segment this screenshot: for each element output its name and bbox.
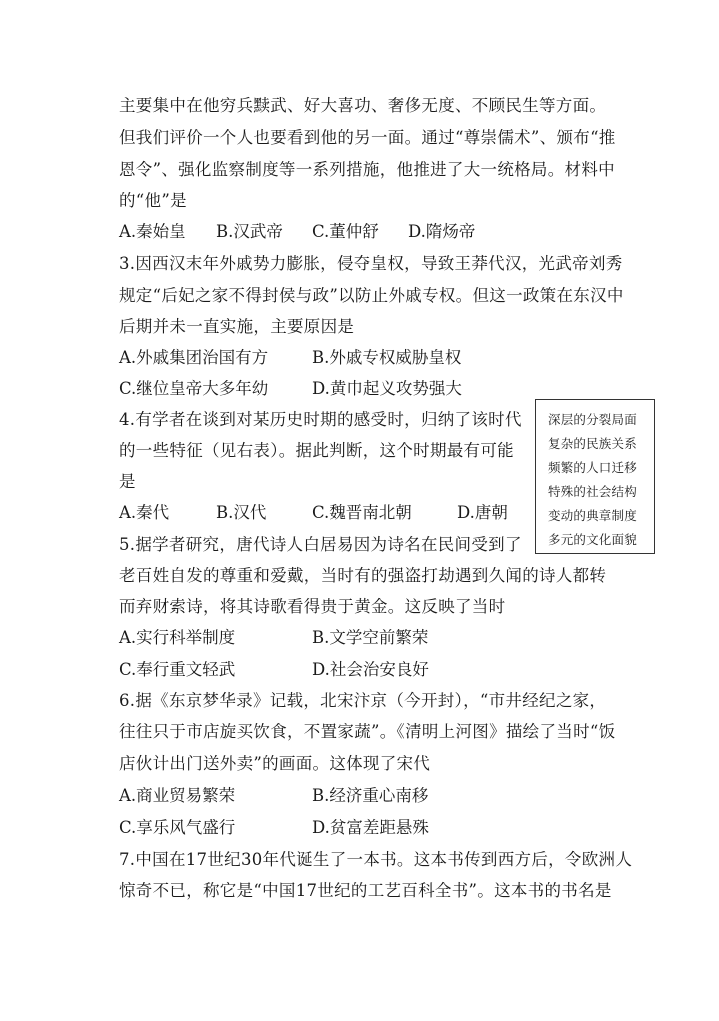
- q2-option-d: D.隋炀帝: [408, 222, 476, 241]
- q5-stem-line-2: 老百姓自发的尊重和爱戴，当时有的强盗打劫遇到久闻的诗人都转: [119, 566, 607, 585]
- q2-stem-line-1: 主要集中在他穷兵黩武、好大喜功、奢侈无度、不顾民生等方面。: [119, 96, 607, 115]
- q3-stem-line-2: 规定“后妃之家不得封侯与政”以防止外戚专权。但这一政策在东汉中: [119, 286, 624, 305]
- q6-stem-line-3: 店伙计出门送外卖”的画面。这体现了宋代: [119, 754, 431, 773]
- q2-stem-line-4: 的“他”是: [119, 191, 187, 210]
- q7-stem-line-1: 7.中国在17世纪30年代诞生了一本书。这本书传到西方后，令欧洲人: [119, 850, 633, 869]
- q2-option-c: C.董仲舒: [312, 222, 379, 241]
- q3-option-b: B.外戚专权威胁皇权: [312, 348, 462, 367]
- q4-stem-line-1: 4.有学者在谈到对某历史时期的感受时，归纳了该时代: [119, 410, 522, 429]
- q3-option-a: A.外戚集团治国有方: [119, 348, 269, 367]
- q4-option-b: B.汉代: [216, 503, 267, 522]
- q4-table-row: 复杂的民族关系: [548, 436, 637, 451]
- q2-option-a: A.秦始皇: [119, 222, 186, 241]
- q3-stem-line-3: 后期并未一直实施，主要原因是: [119, 317, 355, 336]
- q5-stem-line-3: 而弃财索诗，将其诗歌看得贵于黄金。这反映了当时: [119, 597, 506, 616]
- q4-option-a: A.秦代: [119, 503, 170, 522]
- q6-option-b: B.经济重心南移: [312, 786, 429, 805]
- q4-stem-line-3: 是: [119, 472, 136, 491]
- q4-table-row: 特殊的社会结构: [548, 484, 637, 499]
- q4-option-c: C.魏晋南北朝: [312, 503, 412, 522]
- q4-stem-line-2: 的一些特征（见右表）。据此判断，这个时期最有可能: [119, 441, 514, 460]
- q4-table-row: 变动的典章制度: [548, 508, 637, 523]
- q2-stem-line-3: 恩令”、强化监察制度等一系列措施，他推进了大一统格局。材料中: [119, 160, 615, 179]
- q5-option-c: C.奉行重文轻武: [119, 660, 236, 679]
- q5-option-d: D.社会治安良好: [312, 660, 429, 679]
- q3-stem-line-1: 3.因西汉末年外戚势力膨胀，侵夺皇权，导致王莽代汉，光武帝刘秀: [119, 254, 623, 273]
- q6-option-d: D.贫富差距悬殊: [312, 818, 429, 837]
- q4-characteristics-table: [535, 399, 655, 554]
- q3-option-c: C.继位皇帝大多年幼: [119, 379, 269, 398]
- q4-table-row: 多元的文化面貌: [548, 532, 637, 547]
- q4-table-row: 频繁的人口迁移: [548, 460, 637, 475]
- q6-stem-line-2: 往往只于市店旋买饮食，不置家蔬”。《清明上河图》描绘了当时“饭: [119, 722, 616, 741]
- q4-option-d: D.唐朝: [457, 503, 508, 522]
- q3-option-d: D.黄巾起义攻势强大: [312, 379, 462, 398]
- q2-stem-line-2: 但我们评价一个人也要看到他的另一面。通过“尊崇儒术”、颁布“推: [119, 128, 616, 147]
- q5-stem-line-1: 5.据学者研究，唐代诗人白居易因为诗名在民间受到了: [119, 535, 522, 554]
- q5-option-a: A.实行科举制度: [119, 628, 236, 647]
- q4-table-row: 深层的分裂局面: [548, 412, 637, 427]
- q2-option-b: B.汉武帝: [216, 222, 283, 241]
- q5-option-b: B.文学空前繁荣: [312, 628, 429, 647]
- q7-stem-line-2: 惊奇不已，称它是“中国17世纪的工艺百科全书”。这本书的书名是: [119, 881, 612, 900]
- q6-option-c: C.享乐风气盛行: [119, 818, 236, 837]
- q6-option-a: A.商业贸易繁荣: [119, 786, 236, 805]
- q6-stem-line-1: 6.据《东京梦华录》记载，北宋汴京（今开封），“市井经纪之家，: [119, 691, 607, 710]
